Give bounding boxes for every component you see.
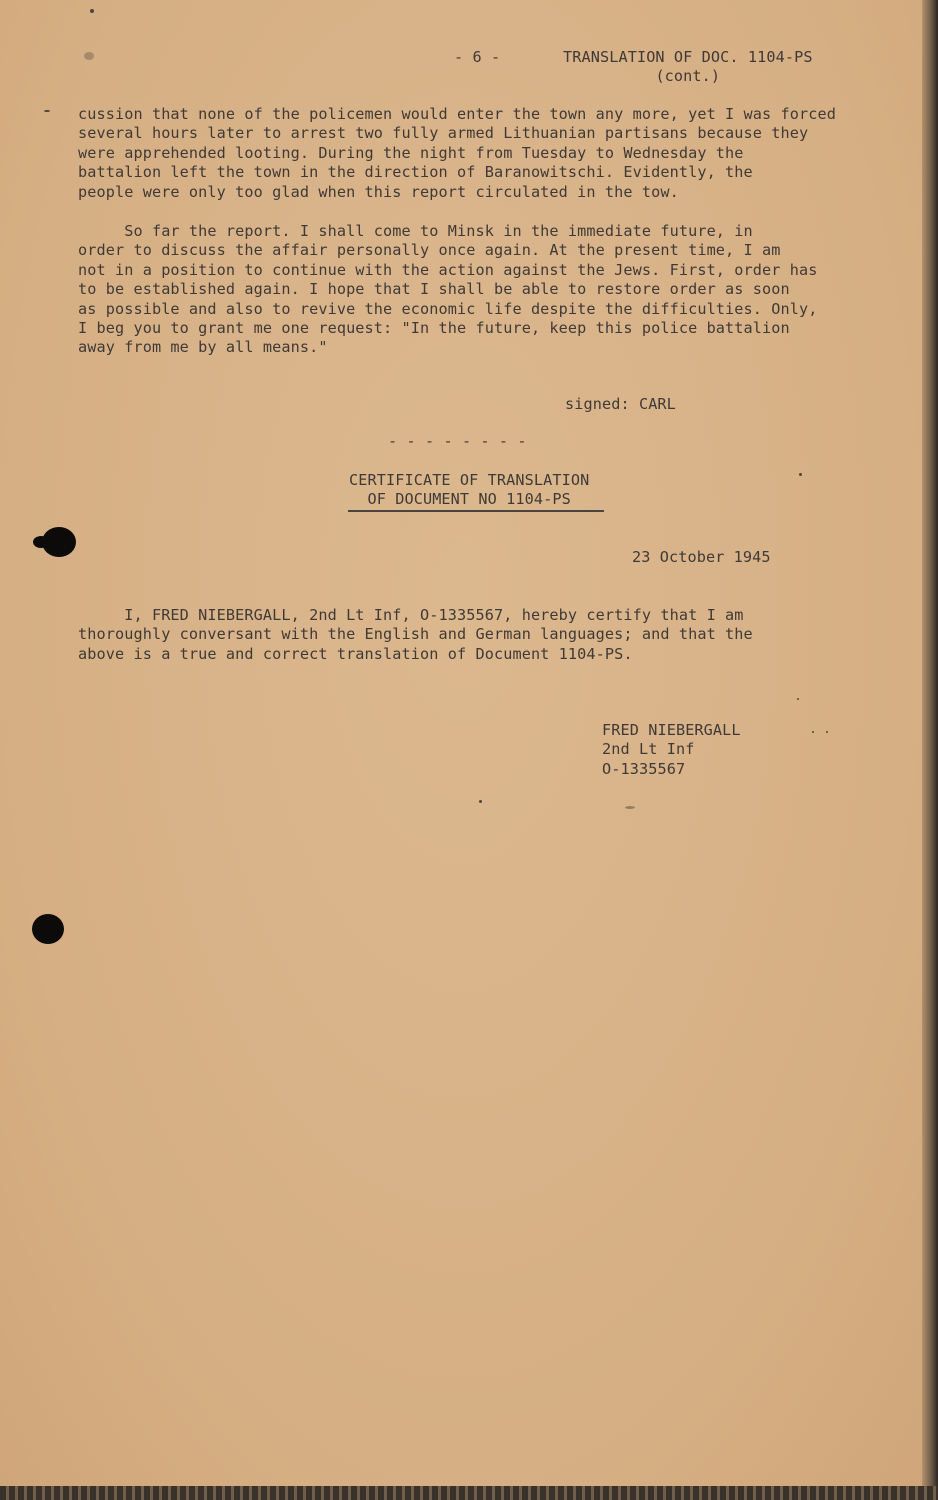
- translator-name: FRED NIEBERGALL: [602, 721, 741, 739]
- paper-speck: [479, 800, 482, 803]
- certificate-paragraph: [78, 606, 753, 664]
- translator-signature-block: [602, 721, 741, 779]
- header-title-line2: (cont.): [655, 67, 721, 86]
- text-line: I beg you to grant me one request: "In the future, keep this police battalion: [78, 319, 790, 338]
- paper-speck: [84, 52, 94, 60]
- page-edge-shadow: [922, 0, 938, 1500]
- certificate-title-line1: CERTIFICATE OF TRANSLATION: [349, 471, 590, 489]
- paper-speck: [44, 110, 50, 112]
- text-line: to be established again. I hope that I shall be able to restore order as soon: [78, 280, 790, 299]
- certificate-title: [349, 471, 589, 510]
- header-title-line1: TRANSLATION OF DOC. 1104-PS: [563, 48, 813, 66]
- paper-speck: [799, 473, 802, 476]
- report-paragraph-continued: [78, 105, 836, 202]
- translator-rank: 2nd Lt Inf: [602, 740, 695, 759]
- text-line: So far the report. I shall come to Minsk in the immediate future, in: [78, 222, 753, 240]
- paper-speck: [90, 9, 94, 13]
- text-line: people were only too glad when this report circulated in the tow.: [78, 182, 679, 201]
- text-line: were apprehended looting. During the night from Tuesday to Wednesday the: [78, 143, 744, 162]
- punch-hole-lower: [32, 914, 64, 944]
- translator-serial: O-1335567: [602, 759, 686, 778]
- text-line: thoroughly conversant with the English and German languages; and that the: [78, 625, 753, 644]
- document-header: [563, 48, 813, 87]
- paper-speck: [826, 731, 828, 733]
- text-line: away from me by all means.": [78, 338, 328, 357]
- report-paragraph-closing: [78, 222, 818, 358]
- text-line: above is a true and correct translation of Document 1104-PS.: [78, 644, 633, 663]
- punch-hole-upper-tear: [33, 536, 49, 548]
- paper-speck: [797, 698, 799, 700]
- paper-speck: [625, 806, 635, 809]
- text-line: not in a position to continue with the action against the Jews. First, order has: [78, 260, 818, 279]
- text-line: battalion left the town in the direction of Baranowitschi. Evidently, the: [78, 163, 753, 182]
- certificate-title-line2: OF DOCUMENT NO 1104-PS: [367, 490, 571, 509]
- text-line: order to discuss the affair personally once again. At the present time, I am: [78, 241, 781, 260]
- signed-line: signed: CARL: [565, 395, 676, 413]
- certificate-title-underline: [348, 510, 604, 512]
- paper-speck: [812, 731, 814, 733]
- section-separator: - - - - - - - -: [388, 432, 527, 450]
- text-line: I, FRED NIEBERGALL, 2nd Lt Inf, O-1335567, hereby certify that I am: [78, 606, 744, 624]
- text-line: as possible and also to revive the economic life despite the difficulties. Only,: [78, 299, 818, 318]
- text-line: cussion that none of the policemen would enter the town any more, yet I was forced: [78, 105, 836, 123]
- scan-bottom-border: [0, 1486, 938, 1500]
- text-line: several hours later to arrest two fully armed Lithuanian partisans because they: [78, 124, 809, 143]
- certificate-date: 23 October 1945: [632, 548, 771, 566]
- page-number: - 6 -: [454, 48, 501, 66]
